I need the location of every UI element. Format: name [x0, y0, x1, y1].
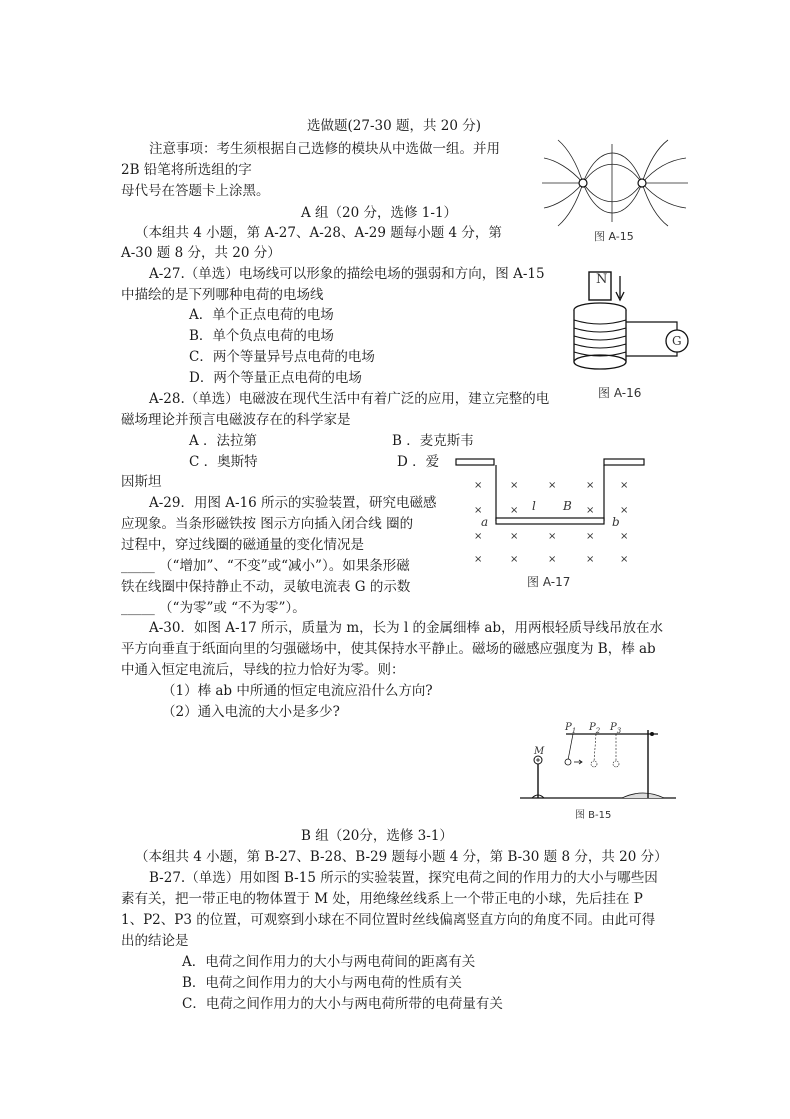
a27-option-c: C．两个等量异号点电荷的电场: [189, 349, 375, 365]
b27-option-c: C．电荷之间作用力的大小与两电荷所带的电荷量有关: [182, 996, 503, 1012]
a28-option-a: A ．法拉第: [189, 433, 258, 449]
question-a30-line-2: 平方向垂直于纸面向里的匀强磁场中，使其保持水平静止。磁场的磁感应强度为 B，棒 ab: [121, 641, 656, 657]
figure-a15-field-lines: [540, 138, 690, 228]
svg-text:×: ×: [548, 531, 557, 542]
group-b-heading: B 组（20分，选修 3-1）: [301, 828, 453, 844]
magnet-n-label: N: [596, 272, 608, 287]
label-p2: $P_2$: [589, 722, 601, 735]
figure-b15-caption: 图 B-15: [575, 810, 612, 821]
group-a-intro-2: A-30 题 8 分，共 20 分）: [121, 245, 281, 261]
rod-length-label: l: [532, 499, 536, 513]
question-b27-line-4: 出的结论是: [121, 933, 189, 949]
section-title: 选做题(27-30 题，共 20 分): [307, 118, 482, 134]
question-a29-line-6: _____ （“为零”或 “不为零”）。: [121, 600, 306, 616]
svg-text:×: ×: [474, 505, 483, 516]
note-line-2: 2B 铅笔将所选组的字: [121, 162, 252, 178]
label-p3: $P_3$: [610, 722, 622, 735]
question-b27-line-3: 1、P2、P3 的位置，可观察到小球在不同位置时丝线偏离竖直方向的角度不同。由此可得: [121, 912, 656, 928]
field-b-label: B: [563, 499, 572, 513]
svg-text:×: ×: [586, 531, 595, 542]
figure-a16-induction-setup: [565, 268, 700, 383]
a28-option-d: D ．爱: [397, 454, 440, 470]
svg-text:×: ×: [620, 480, 629, 491]
svg-text:×: ×: [586, 554, 595, 565]
figure-a17-rod-in-field: [452, 455, 652, 570]
galvanometer-label: G: [672, 334, 682, 348]
a28-option-b: B ．麦克斯韦: [392, 433, 474, 449]
label-p1: $P_1$: [565, 722, 577, 735]
svg-text:×: ×: [474, 480, 483, 491]
a27-option-d: D．两个等量正点电荷的电场: [189, 370, 362, 386]
figure-a17-caption: 图 A-17: [527, 575, 571, 589]
question-a29-line-5: 铁在线圈中保持静止不动，灵敏电流表 G 的示数: [121, 579, 411, 595]
b27-option-a: A．电荷之间作用力的大小与两电荷间的距离有关: [182, 954, 476, 970]
svg-text:×: ×: [510, 531, 519, 542]
svg-text:×: ×: [548, 554, 557, 565]
b27-option-b: B．电荷之间作用力的大小与两电荷的性质有关: [182, 975, 462, 991]
question-a30-line-3: 中通入恒定电流后，导线的拉力恰好为零。则：: [121, 662, 405, 678]
svg-text:×: ×: [474, 531, 483, 542]
question-a29-line-3: 过程中，穿过线圈的磁通量的变化情况是: [121, 537, 364, 553]
question-a30-line-1: A-30．如图 A-17 所示，质量为 m，长为 l 的金属细棒 ab，用两根轻质导线吊放在水: [149, 620, 664, 636]
a27-option-a: A．单个正点电荷的电场: [189, 307, 334, 323]
question-a29-line-4: _____ （“增加”、“不变”或“减小”）。如果条形磁: [121, 558, 410, 574]
svg-text:×: ×: [510, 505, 519, 516]
question-b27-line-2: 素有关，把一带正电的物体置于 M 处，用绝缘丝线系上一个带正电的小球，先后挂在 P: [121, 891, 643, 907]
question-a28-line-1: A-28.（单选）电磁波在现代生活中有着广泛的应用，建立完整的电: [149, 391, 550, 407]
svg-text:×: ×: [548, 480, 557, 491]
note-line-1: 注意事项：考生须根据自己选修的模块从中选做一组。并用: [149, 141, 500, 157]
rod-end-a-label: a: [481, 515, 489, 529]
figure-a16-caption: 图 A-16: [598, 386, 642, 400]
a27-option-b: B．单个负点电荷的电场: [189, 328, 334, 344]
svg-text:×: ×: [586, 505, 595, 516]
question-a27-line-2: 中描绘的是下列哪种电荷的电场线: [121, 287, 324, 303]
svg-text:×: ×: [510, 554, 519, 565]
svg-text:×: ×: [620, 554, 629, 565]
svg-text:×: ×: [474, 554, 483, 565]
group-b-intro: （本组共 4 小题，第 B-27、B-28、B-29 题每小题 4 分，第 B-30 题 8 分，共 20 分）: [135, 849, 668, 865]
note-line-3: 母代号在答题卡上涂黑。: [121, 183, 270, 199]
question-a29-line-2: 应现象。当条形磁铁按 图示方向插入闭合线 圈的: [121, 516, 414, 532]
a28-option-d-continued: 因斯坦: [121, 474, 162, 490]
svg-text:×: ×: [620, 531, 629, 542]
question-a28-line-2: 磁场理论并预言电磁波存在的科学家是: [121, 412, 351, 428]
rod-end-b-label: b: [612, 515, 620, 529]
label-m: M: [534, 746, 545, 757]
a30-sub-question-1: （1）棒 ab 中所通的恒定电流应沿什么方向?: [162, 683, 433, 699]
question-a29-line-1: A-29．用图 A-16 所示的实验装置，研究电磁感: [149, 495, 437, 511]
group-a-heading: A 组（20 分，选修 1-1）: [301, 205, 458, 221]
svg-text:×: ×: [620, 505, 629, 516]
group-a-intro-1: （本组共 4 小题，第 A-27、A-28、A-29 题每小题 4 分，第: [135, 225, 502, 241]
a28-option-c: C ．奥斯特: [189, 454, 258, 470]
figure-a15-caption: 图 A-15: [594, 230, 634, 243]
question-b27-line-1: B-27.（单选）用如图 B-15 所示的实验装置，探究电荷之间的作用力的大小与哪些因: [149, 870, 658, 886]
svg-text:×: ×: [586, 480, 595, 491]
svg-text:×: ×: [510, 480, 519, 491]
a30-sub-question-2: （2）通入电流的大小是多少?: [162, 704, 340, 720]
question-a27-line-1: A-27.（单选）电场线可以形象的描绘电场的强弱和方向，图 A-15: [149, 266, 545, 282]
